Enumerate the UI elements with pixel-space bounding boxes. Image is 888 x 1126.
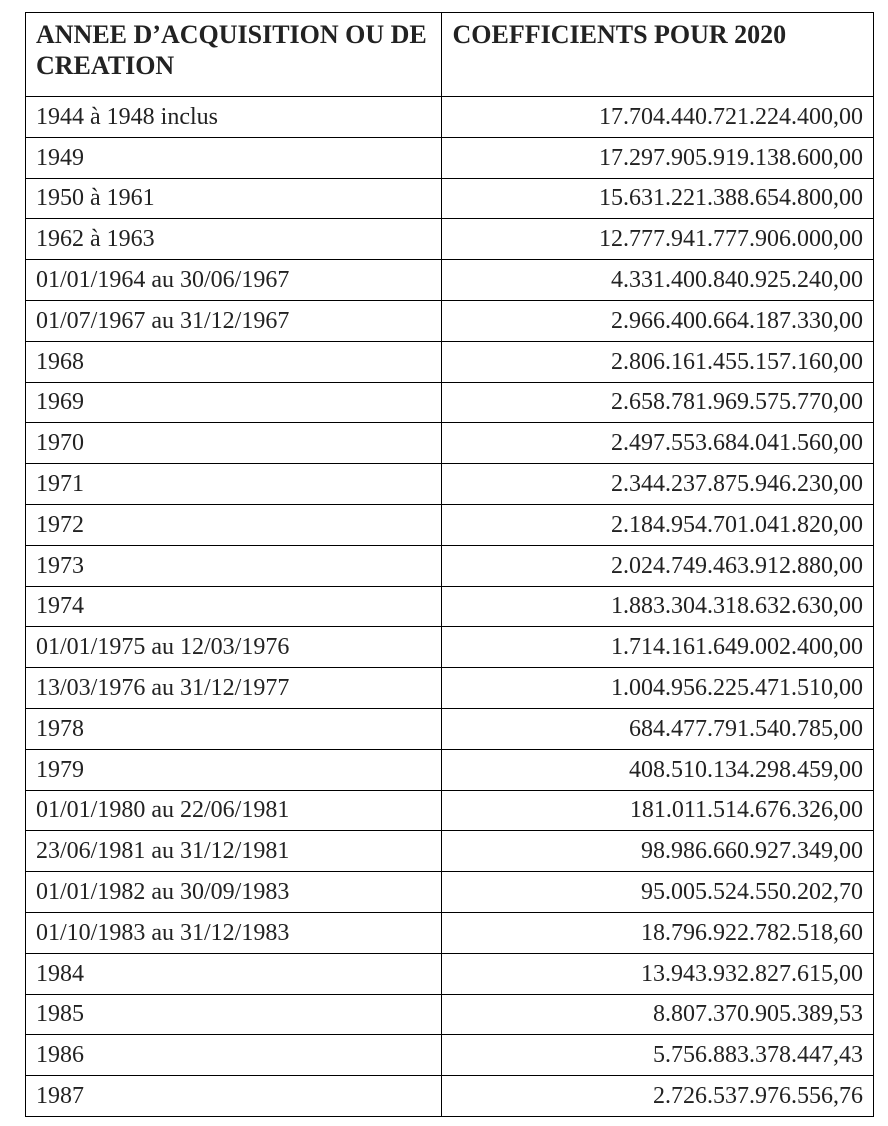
acquisition-period-cell: 1987 [26, 1076, 442, 1117]
acquisition-period-cell: 1970 [26, 423, 442, 464]
table-row [26, 708, 874, 749]
table-row [26, 749, 874, 790]
coefficient-cell: 98.986.660.927.349,00 [442, 831, 874, 872]
header-acquisition-year: ANNEE D’ACQUISITION OU DE CREATION [26, 13, 442, 97]
coefficient-cell: 2.966.400.664.187.330,00 [442, 300, 874, 341]
table-header-row [26, 13, 874, 97]
acquisition-period-cell: 01/07/1967 au 31/12/1967 [26, 300, 442, 341]
table-row [26, 953, 874, 994]
table-row [26, 382, 874, 423]
acquisition-period-cell: 1986 [26, 1035, 442, 1076]
coefficient-cell: 1.883.304.318.632.630,00 [442, 586, 874, 627]
coefficient-cell: 17.297.905.919.138.600,00 [442, 137, 874, 178]
table-row [26, 790, 874, 831]
acquisition-period-cell: 01/01/1982 au 30/09/1983 [26, 872, 442, 913]
acquisition-period-cell: 1972 [26, 504, 442, 545]
coefficient-cell: 5.756.883.378.447,43 [442, 1035, 874, 1076]
table-row [26, 137, 874, 178]
table-row [26, 260, 874, 301]
table-row [26, 545, 874, 586]
coefficient-cell: 8.807.370.905.389,53 [442, 994, 874, 1035]
header-coefficients: COEFFICIENTS POUR 2020 [442, 13, 874, 97]
coefficient-cell: 13.943.932.827.615,00 [442, 953, 874, 994]
coefficient-cell: 18.796.922.782.518,60 [442, 912, 874, 953]
acquisition-period-cell: 1950 à 1961 [26, 178, 442, 219]
table-row [26, 1035, 874, 1076]
coefficient-cell: 2.024.749.463.912.880,00 [442, 545, 874, 586]
table-row [26, 831, 874, 872]
acquisition-period-cell: 1974 [26, 586, 442, 627]
coefficient-cell: 408.510.134.298.459,00 [442, 749, 874, 790]
table-row [26, 912, 874, 953]
acquisition-period-cell: 1978 [26, 708, 442, 749]
coefficient-cell: 4.331.400.840.925.240,00 [442, 260, 874, 301]
acquisition-period-cell: 1971 [26, 464, 442, 505]
acquisition-period-cell: 13/03/1976 au 31/12/1977 [26, 668, 442, 709]
acquisition-period-cell: 01/01/1964 au 30/06/1967 [26, 260, 442, 301]
coefficient-cell: 1.714.161.649.002.400,00 [442, 627, 874, 668]
coefficient-cell: 12.777.941.777.906.000,00 [442, 219, 874, 260]
acquisition-period-cell: 01/01/1980 au 22/06/1981 [26, 790, 442, 831]
table-row [26, 586, 874, 627]
acquisition-period-cell: 1979 [26, 749, 442, 790]
coefficient-cell: 17.704.440.721.224.400,00 [442, 97, 874, 138]
acquisition-period-cell: 1985 [26, 994, 442, 1035]
coefficient-cell: 2.497.553.684.041.560,00 [442, 423, 874, 464]
coefficient-cell: 15.631.221.388.654.800,00 [442, 178, 874, 219]
acquisition-period-cell: 1973 [26, 545, 442, 586]
table-row [26, 464, 874, 505]
table-row [26, 627, 874, 668]
table-row [26, 219, 874, 260]
acquisition-period-cell: 1949 [26, 137, 442, 178]
table-row [26, 994, 874, 1035]
acquisition-period-cell: 01/10/1983 au 31/12/1983 [26, 912, 442, 953]
acquisition-period-cell: 1969 [26, 382, 442, 423]
table-row [26, 423, 874, 464]
acquisition-period-cell: 1944 à 1948 inclus [26, 97, 442, 138]
acquisition-period-cell: 01/01/1975 au 12/03/1976 [26, 627, 442, 668]
table-row [26, 97, 874, 138]
coefficient-cell: 2.344.237.875.946.230,00 [442, 464, 874, 505]
coefficient-cell: 2.726.537.976.556,76 [442, 1076, 874, 1117]
coefficient-cell: 1.004.956.225.471.510,00 [442, 668, 874, 709]
acquisition-period-cell: 1984 [26, 953, 442, 994]
table-row [26, 1076, 874, 1117]
acquisition-period-cell: 23/06/1981 au 31/12/1981 [26, 831, 442, 872]
coefficient-cell: 684.477.791.540.785,00 [442, 708, 874, 749]
coefficient-cell: 2.806.161.455.157.160,00 [442, 341, 874, 382]
table-row [26, 300, 874, 341]
acquisition-period-cell: 1962 à 1963 [26, 219, 442, 260]
table-row [26, 872, 874, 913]
coefficients-table [25, 12, 874, 1117]
coefficient-cell: 2.184.954.701.041.820,00 [442, 504, 874, 545]
coefficient-cell: 95.005.524.550.202,70 [442, 872, 874, 913]
table-row [26, 178, 874, 219]
table-body [26, 97, 874, 1117]
coefficient-cell: 2.658.781.969.575.770,00 [442, 382, 874, 423]
table-row [26, 504, 874, 545]
table-row [26, 341, 874, 382]
acquisition-period-cell: 1968 [26, 341, 442, 382]
table-row [26, 668, 874, 709]
coefficient-cell: 181.011.514.676.326,00 [442, 790, 874, 831]
